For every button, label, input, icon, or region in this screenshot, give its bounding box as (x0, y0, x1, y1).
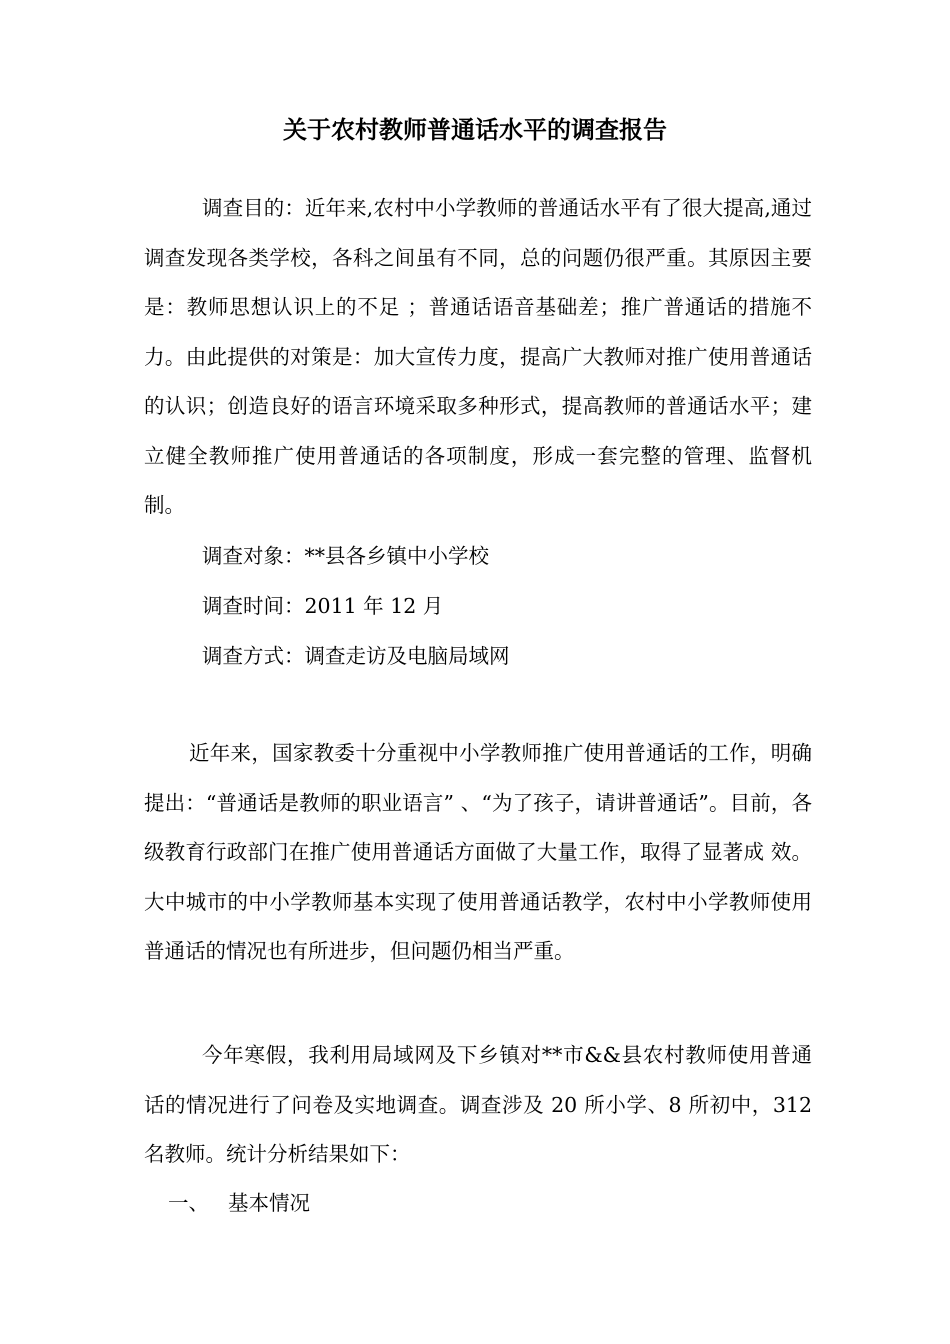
section-label: 基本情况 (228, 1191, 310, 1215)
section-number: 一、 (168, 1191, 209, 1215)
survey-paragraph: 今年寒假，我利用局域网及下乡镇对**市&&县农村教师使用普通话的情况进行了问卷及实地调查。调查涉及 20 所小学、8 所初中，312 名教师。统计分析结果如下： (144, 1043, 812, 1166)
survey-time: 调查时间：2011 年 12 月 (202, 594, 444, 618)
background-paragraph: 近年来，国家教委十分重视中小学教师推广使用普通话的工作，明确提出：“普通话是教师的职业语言” 、“为了孩子，请讲普通话”。目前，各级教育行政部门在推广使用普通话方面做了大量工作，取得了显著成 效。大中城市的中小学教师基本实现了使用普通话教学，农村中小学教师使用普通话的情况也有所进步，但问题仍相当严重。 (144, 741, 812, 963)
survey-method: 调查方式：调查走访及电脑局域网 (202, 644, 510, 668)
survey-target: 调查对象：**县各乡镇中小学校 (202, 544, 489, 568)
section-heading (168, 1184, 310, 1222)
report-title: 关于农村教师普通话水平的调查报告 (283, 116, 667, 144)
purpose-paragraph: 调查目的：近年来,农村中小学教师的普通话水平有了很大提高,通过调查发现各类学校，各科之间虽有不同，总的问题仍很严重。其原因主要是：教师思想认识上的不足 ；普通话语音基础差；推广普通话的措施不力。由此提供的对策是：加大宣传力度，提高广大教师对推广使用普通话的认识；创造良好的语言环境采取多种形式，提高教师的普通话水平；建立健全教师推广使用普通话的各项制度，形成一套完整的管理、监督机制。 (144, 196, 812, 517)
